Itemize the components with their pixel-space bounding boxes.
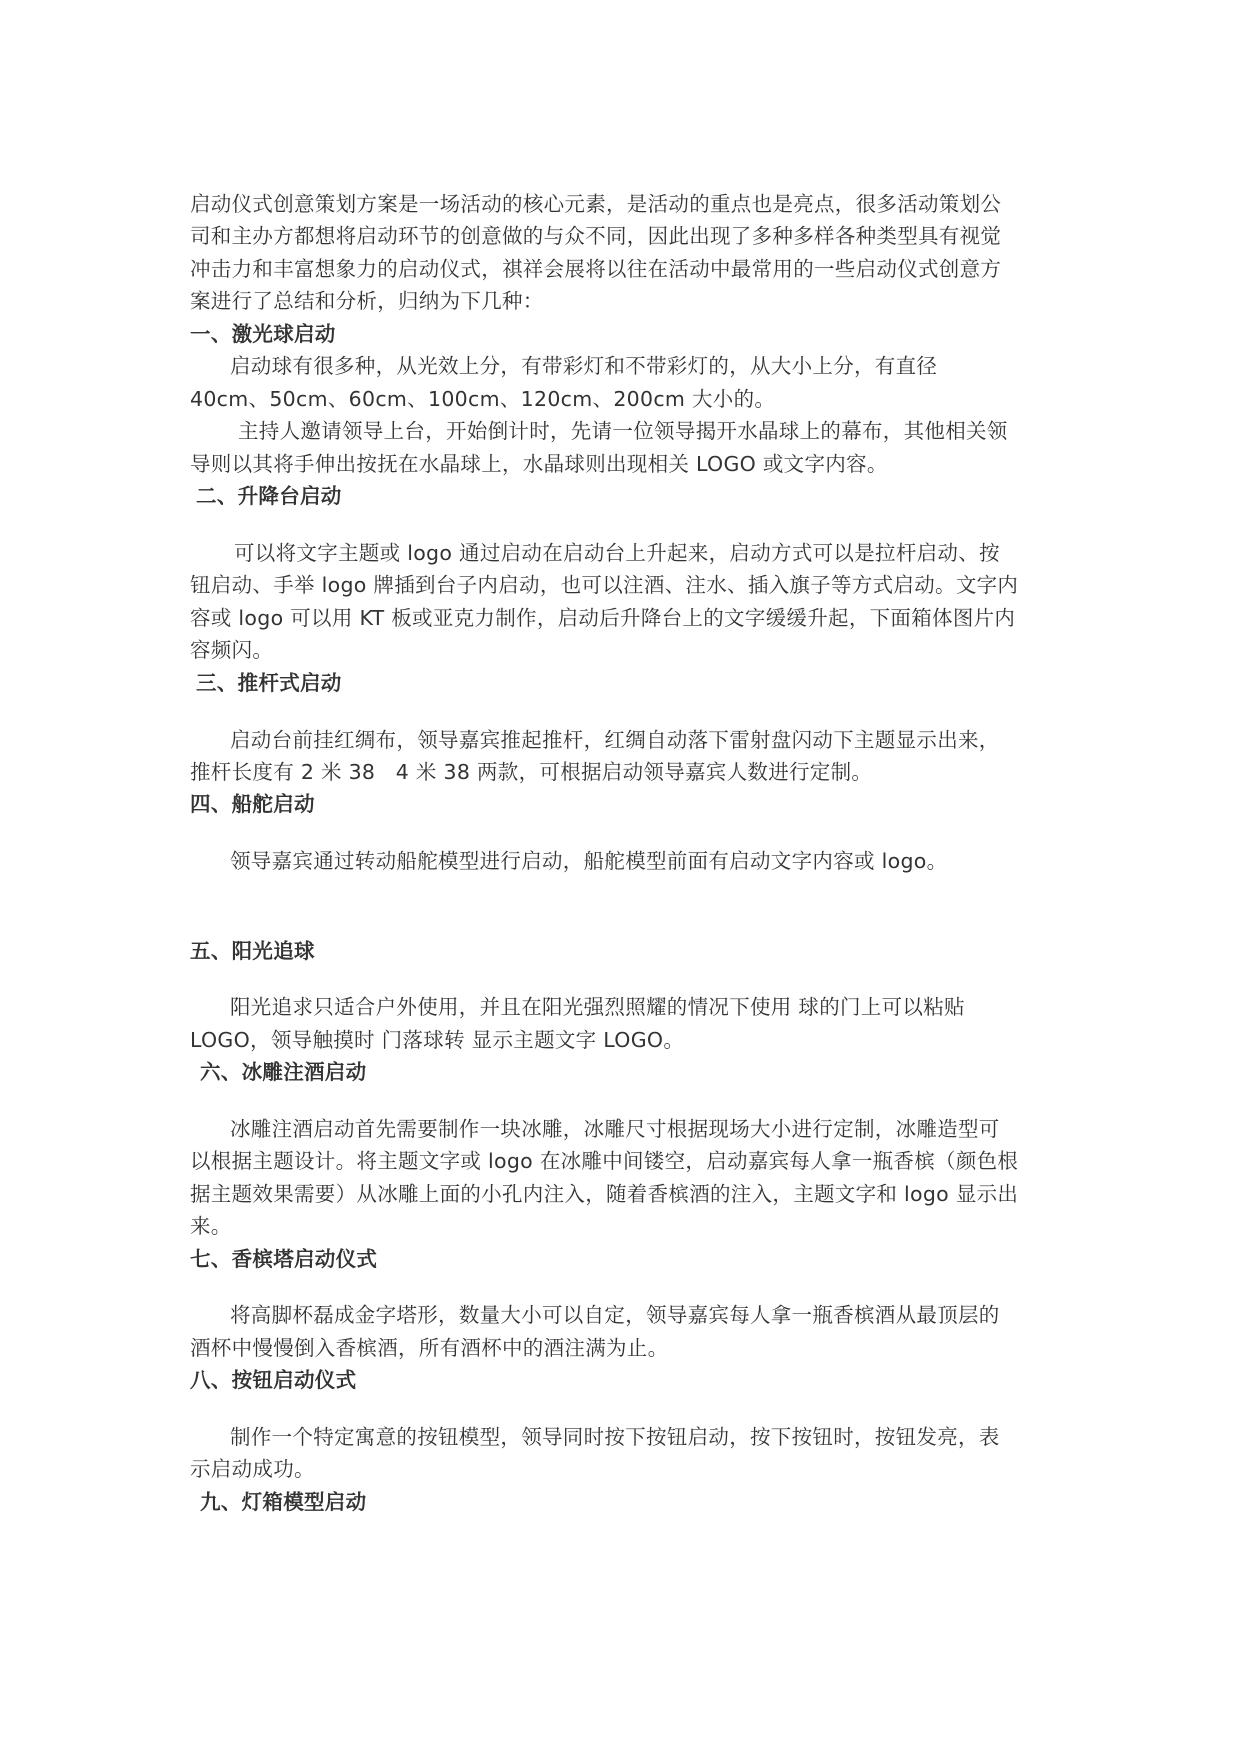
body-line: 容或 logo 可以用 KT 板或亚克力制作，启动后升降台上的文字缓缓升起，下面箱体图片内 [190,606,1016,630]
body-line: 推杆长度有 2 米 38 4 米 38 两款，可根据启动领导嘉宾人数进行定制。 [190,760,873,784]
body-line: 40cm、50cm、60cm、100cm、120cm、200cm 大小的。 [190,387,776,411]
body-line: 启动球有很多种，从光效上分，有带彩灯和不带彩灯的，从大小上分，有直径 [230,354,938,378]
section-heading: 三、推杆式启动 [196,671,342,695]
body-line: 来。 [190,1214,232,1238]
body-line: 酒杯中慢慢倒入香槟酒，所有酒杯中的酒注满为止。 [190,1336,669,1360]
section-heading: 九、灯箱模型启动 [200,1490,367,1514]
section-heading: 四、船舵启动 [190,792,315,816]
section-heading: 七、香槟塔启动仪式 [190,1247,378,1271]
body-line: 可以将文字主题或 logo 通过启动在启动台上升起来，启动方式可以是拉杆启动、按 [234,541,1000,565]
body-line: 阳光追求只适合户外使用，并且在阳光强烈照耀的情况下使用 球的门上可以粘贴 [230,995,965,1019]
body-line: 主持人邀请领导上台，开始倒计时，先请一位领导揭开水晶球上的幕布，其他相关领 [238,419,1008,443]
body-line: 容频闪。 [190,638,274,662]
intro-line: 启动仪式创意策划方案是一场活动的核心元素，是活动的重点也是亮点，很多活动策划公 [190,192,1002,216]
body-line: 据主题效果需要）从冰雕上面的小孔内注入，随着香槟酒的注入，主题文字和 logo 显示出 [190,1182,1019,1206]
body-line: 启动台前挂红绸布，领导嘉宾推起推杆，红绸自动落下雷射盘闪动下主题显示出来， [230,728,1000,752]
body-line: 制作一个特定寓意的按钮模型，领导同时按下按钮启动，按下按钮时，按钮发亮，表 [230,1425,1000,1449]
section-heading: 一、激光球启动 [190,322,336,346]
body-line: 以根据主题设计。将主题文字或 logo 在冰雕中间镂空，启动嘉宾每人拿一瓶香槟（颜色根 [190,1149,1019,1173]
section-heading: 六、冰雕注酒启动 [200,1060,367,1084]
body-line: LOGO，领导触摸时 门落球转 显示主题文字 LOGO。 [190,1028,685,1052]
intro-line: 冲击力和丰富想象力的启动仪式，祺祥会展将以往在活动中最常用的一些启动仪式创意方 [190,257,1002,281]
intro-line: 司和主办方都想将启动环节的创意做的与众不同，因此出现了多种多样各种类型具有视觉 [190,224,1002,248]
intro-line: 案进行了总结和分析，归纳为下几种： [190,289,544,313]
body-line: 导则以其将手伸出按抚在水晶球上，水晶球则出现相关 LOGO 或文字内容。 [190,452,888,476]
section-heading: 五、阳光追球 [190,939,315,963]
section-heading: 二、升降台启动 [196,484,342,508]
section-heading: 八、按钮启动仪式 [190,1368,357,1392]
body-line: 领导嘉宾通过转动船舵模型进行启动，船舵模型前面有启动文字内容或 logo。 [230,849,948,873]
body-line: 钮启动、手举 logo 牌插到台子内启动，也可以注酒、注水、插入旗子等方式启动。文字内 [190,573,1019,597]
body-line: 示启动成功。 [190,1457,315,1481]
body-line: 冰雕注酒启动首先需要制作一块冰雕，冰雕尺寸根据现场大小进行定制，冰雕造型可 [230,1117,1000,1141]
body-line: 将高脚杯磊成金字塔形，数量大小可以自定，领导嘉宾每人拿一瓶香槟酒从最顶层的 [230,1303,1000,1327]
